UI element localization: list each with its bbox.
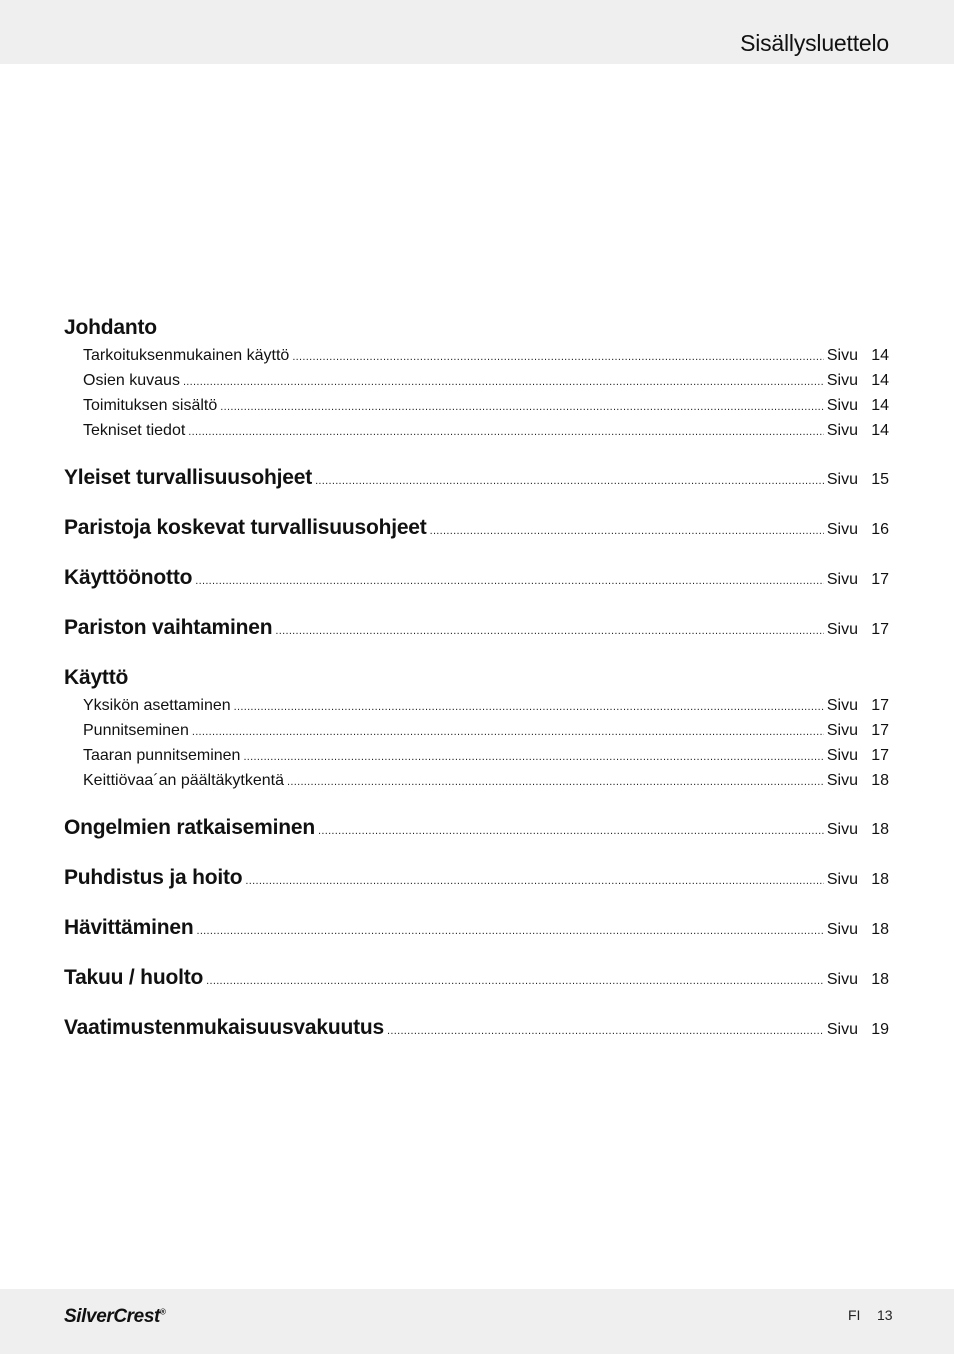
page-number: 17 <box>871 571 889 588</box>
toc-section-title: Käyttö <box>64 666 129 689</box>
toc-section-title: Johdanto <box>64 316 157 339</box>
toc-heading-entry[interactable] <box>64 463 889 493</box>
toc-heading-label: Ongelmien ratkaiseminen <box>64 816 315 839</box>
toc-entry[interactable] <box>64 718 889 743</box>
page-word: Sivu <box>826 697 858 714</box>
toc-heading-entry[interactable] <box>64 513 889 543</box>
toc-heading-entry[interactable] <box>64 613 889 643</box>
table-of-contents <box>64 313 889 1043</box>
page-word: Sivu <box>826 422 858 439</box>
dot-leader <box>245 866 823 896</box>
toc-entry-label: Punnitseminen <box>83 722 189 739</box>
toc-entry-page <box>827 743 889 768</box>
toc-entry-page <box>827 865 889 895</box>
toc-entry-page <box>827 565 889 595</box>
page-word: Sivu <box>826 1021 858 1038</box>
page-number: 14 <box>871 347 889 364</box>
toc-heading-label: Puhdistus ja hoito <box>64 866 243 889</box>
page-number: 18 <box>871 921 889 938</box>
toc-heading-entry[interactable] <box>64 963 889 993</box>
toc-entry-page <box>827 418 889 443</box>
toc-entry-label: Tekniset tiedot <box>83 422 186 439</box>
dot-leader <box>192 720 824 745</box>
dot-leader <box>183 370 824 395</box>
page-number: 14 <box>871 422 889 439</box>
toc-heading-label: Paristoja koskevat turvallisuusohjeet <box>64 516 427 539</box>
page-number: 15 <box>871 471 889 488</box>
toc-entry-page <box>827 393 889 418</box>
toc-heading-entry[interactable] <box>64 813 889 843</box>
toc-entry[interactable] <box>64 343 889 368</box>
dot-leader <box>188 420 824 445</box>
page-word: Sivu <box>826 621 858 638</box>
page-word: Sivu <box>826 921 858 938</box>
page-number: 17 <box>871 722 889 739</box>
toc-entry[interactable] <box>64 418 889 443</box>
toc-entry-label: Osien kuvaus <box>83 372 180 389</box>
page-number: 18 <box>871 821 889 838</box>
toc-entry-page <box>827 1015 889 1045</box>
toc-entry[interactable] <box>64 393 889 418</box>
page-number: 19 <box>871 1021 889 1038</box>
toc-heading-label: Yleiset turvallisuusohjeet <box>64 466 313 489</box>
page-word: Sivu <box>826 747 858 764</box>
page-number: 18 <box>871 772 889 789</box>
page-number: 17 <box>871 621 889 638</box>
page-title: Sisällysluettelo <box>740 30 889 56</box>
dot-leader <box>234 695 824 720</box>
dot-leader <box>430 516 824 546</box>
page-word: Sivu <box>826 471 858 488</box>
dot-leader <box>206 966 824 996</box>
page-word: Sivu <box>826 772 858 789</box>
dot-leader <box>275 616 823 646</box>
toc-heading-entry[interactable] <box>64 563 889 593</box>
dot-leader <box>220 395 824 420</box>
page-number: 18 <box>871 871 889 888</box>
toc-entry-page <box>827 768 889 793</box>
dot-leader <box>292 345 824 370</box>
brand-name: SilverCrest <box>64 1306 160 1327</box>
toc-entry-page <box>827 965 889 995</box>
dot-leader <box>243 745 823 770</box>
toc-entry-page <box>827 915 889 945</box>
toc-entry-label: Toimituksen sisältö <box>83 397 218 414</box>
page-word: Sivu <box>826 521 858 538</box>
toc-entry[interactable] <box>64 768 889 793</box>
toc-entry-page <box>827 368 889 393</box>
dot-leader <box>315 466 824 496</box>
page-word: Sivu <box>826 372 858 389</box>
toc-heading-entry[interactable] <box>64 863 889 893</box>
toc-heading-entry[interactable] <box>64 1013 889 1043</box>
dot-leader <box>287 770 824 795</box>
toc-entry[interactable] <box>64 693 889 718</box>
page-number: 16 <box>871 521 889 538</box>
page-number: 17 <box>871 697 889 714</box>
toc-entry-page <box>827 615 889 645</box>
toc-heading-label: Vaatimustenmukaisuusvakuutus <box>64 1016 385 1039</box>
page-number: 18 <box>871 971 889 988</box>
page-word: Sivu <box>826 397 858 414</box>
page-number-footer: 13 <box>877 1307 893 1323</box>
toc-entry-page <box>827 718 889 743</box>
registered-mark: ® <box>159 1307 166 1317</box>
toc-entry[interactable] <box>64 368 889 393</box>
toc-group-johdanto <box>64 313 889 443</box>
page-word: Sivu <box>826 971 858 988</box>
page-word: Sivu <box>826 722 858 739</box>
toc-heading-label: Käyttöönotto <box>64 566 193 589</box>
toc-entry-label: Yksikön asettaminen <box>83 697 231 714</box>
toc-entry-label: Tarkoituksenmukainen käyttö <box>83 347 290 364</box>
toc-entry[interactable] <box>64 743 889 768</box>
dot-leader <box>387 1016 824 1046</box>
page-word: Sivu <box>826 821 858 838</box>
page-word: Sivu <box>826 347 858 364</box>
brand-logo <box>64 1306 165 1328</box>
page-number: 17 <box>871 747 889 764</box>
language-code: FI <box>848 1307 861 1323</box>
toc-heading-label: Pariston vaihtaminen <box>64 616 273 639</box>
dot-leader <box>195 566 824 596</box>
toc-entry-label: Taaran punnitseminen <box>83 747 241 764</box>
toc-heading-label: Hävittäminen <box>64 916 194 939</box>
dot-leader <box>196 916 823 946</box>
toc-heading-label: Takuu / huolto <box>64 966 204 989</box>
toc-entry-page <box>827 465 889 495</box>
toc-entry-page <box>827 815 889 845</box>
page-number: 14 <box>871 397 889 414</box>
toc-group-kaytto <box>64 663 889 793</box>
toc-heading-entry[interactable] <box>64 913 889 943</box>
page-number: 14 <box>871 372 889 389</box>
dot-leader <box>318 816 824 846</box>
toc-entry-label: Keittiövaa´an päältäkytkentä <box>83 772 285 789</box>
toc-entry-page <box>827 515 889 545</box>
page-word: Sivu <box>826 871 858 888</box>
toc-entry-page <box>827 693 889 718</box>
page-word: Sivu <box>826 571 858 588</box>
toc-entry-page <box>827 343 889 368</box>
